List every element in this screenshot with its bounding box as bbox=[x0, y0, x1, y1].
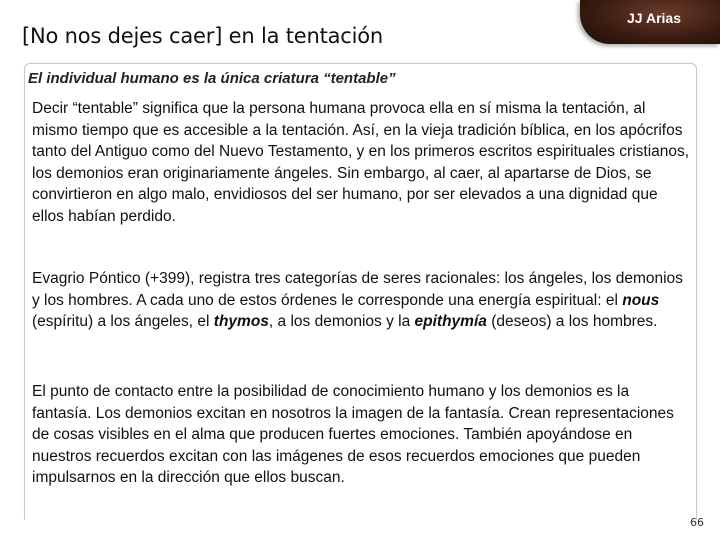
page-number: 66 bbox=[690, 516, 704, 529]
paragraph-2-text-3: , a los demonios y la bbox=[268, 313, 415, 330]
paragraph-3: El punto de contacto entre la posibilidad de conocimiento humano y los demonios es la fantasía. Los demonios excitan en nosotros la imagen de la fantasía. Crean representaciones de cosas visibles en el alma que producen fuertes emociones. También apoyándose en nuestros recuerdos excitan con las imágenes de esos recuerdos emociones que pueden impulsarnos en la dirección que ellos buscan. bbox=[32, 383, 674, 486]
paragraph-2-text-2: (espíritu) a los ángeles, el bbox=[32, 313, 214, 330]
paragraph-1: Decir “tentable” significa que la persona humana provoca ella en sí misma la tentación, al mismo tiempo que es accesible a la tentación. Así, en la vieja tradición bíblica, en los apócrifos tanto del Antiguo como del Nuevo Testamento, y en los primeros escritos espirituales cristianos, los demonios eran originariamente ángeles. Sin embargo, al caer, al apartarse de Dios, se convirtieron en algo malo, envidiosos del ser humano, por ser elevados a una dignidad que ellos habían perdido. bbox=[32, 100, 690, 225]
slide-title: [No nos dejes caer] en la tentación bbox=[22, 24, 384, 48]
term-nous: nous bbox=[622, 291, 660, 309]
term-thymos: thymos bbox=[213, 313, 269, 330]
paragraph-2 bbox=[32, 268, 692, 333]
term-epithymia: epithymía bbox=[414, 313, 487, 330]
slide-subtitle: El individual humano es la única criatura “tentable” bbox=[28, 70, 396, 87]
paragraph-2-text-4: (deseos) a los hombres. bbox=[486, 313, 658, 330]
author-label: JJ Arias bbox=[627, 10, 681, 26]
paragraph-2-text-1: Evagrio Póntico (+399), registra tres categorías de seres racionales: los ángeles, los demonios y los hombres. A cada uno de estos órdenes le corresponde una energía espiritual: el bbox=[32, 270, 683, 309]
author-tab bbox=[580, 0, 720, 44]
